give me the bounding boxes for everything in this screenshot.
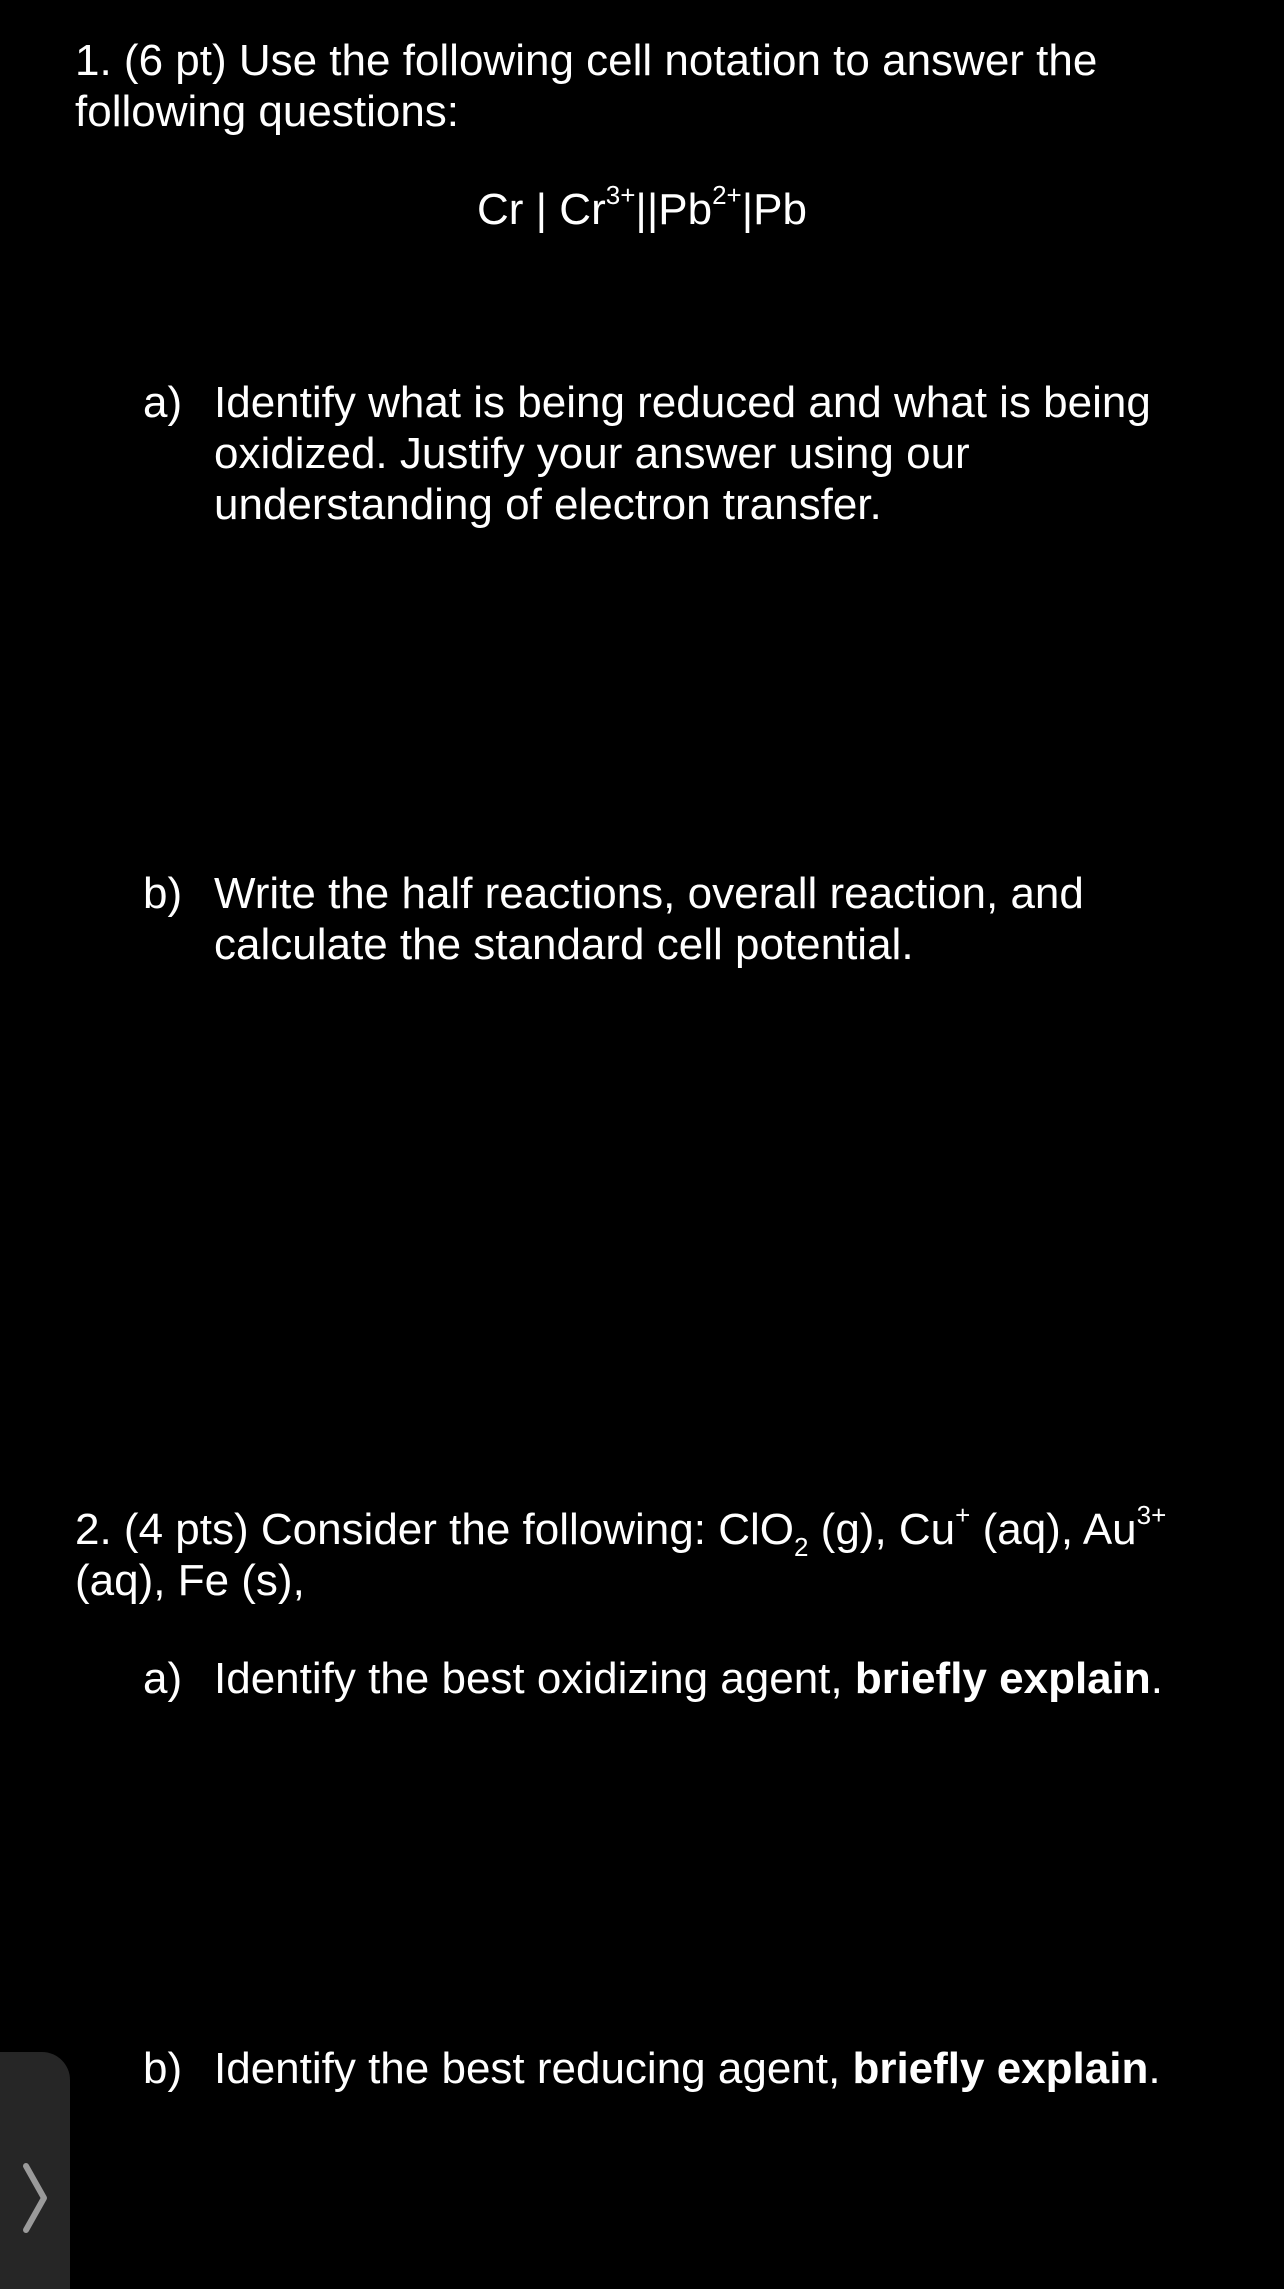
cell-notation-cathode: |Pb (741, 185, 807, 234)
question-2-heading (75, 1500, 1235, 1606)
question-2b-letter: b) (143, 2044, 183, 2093)
question-2-heading-au: (aq), Au (970, 1505, 1137, 1554)
question-2b-period: . (1148, 2044, 1161, 2093)
question-2a-emphasis: briefly explain (854, 1654, 1151, 1703)
question-1-heading: 1. (6 pt) Use the following cell notation to answer the following questions: (75, 36, 1098, 136)
cell-notation-salt-bridge: ||Pb (635, 185, 713, 234)
question-2b-emphasis: briefly explain (852, 2044, 1149, 2093)
cell-notation-pb-charge: 2+ (712, 180, 742, 211)
au-charge: 3+ (1136, 1500, 1167, 1531)
question-2a-letter: a) (143, 1654, 183, 1703)
chevron-right-icon (14, 2160, 54, 2236)
question-2a-period: . (1150, 1654, 1163, 1703)
question-2a-text (214, 1653, 1244, 1704)
question-2b-prompt: Identify the best reducing agent, (214, 2044, 853, 2093)
cell-notation (0, 180, 1284, 235)
question-1a-letter: a) (143, 378, 183, 427)
question-2a-prompt: Identify the best oxidizing agent, (214, 1654, 855, 1703)
question-1b-letter: b) (143, 869, 183, 918)
question-2-heading-end: (aq), Fe (s), (75, 1556, 305, 1605)
cell-notation-cr-charge: 3+ (605, 180, 636, 211)
question-2b-text (214, 2043, 1244, 2094)
question-2-heading-cu: (g), Cu (808, 1505, 956, 1554)
cell-notation-anode: Cr | Cr (477, 185, 606, 234)
question-1a-text: Identify what is being reduced and what is being oxidized. Justify your answer using our understanding of electron transfer. (214, 378, 1151, 529)
cu-charge: + (955, 1500, 971, 1531)
clo2-subscript: 2 (793, 1531, 809, 1562)
question-1b-text: Write the half reactions, overall reaction, and calculate the standard cell potential. (214, 869, 1084, 969)
question-2-heading-start: 2. (4 pts) Consider the following: ClO (75, 1505, 794, 1554)
side-panel-toggle[interactable] (0, 2052, 70, 2289)
